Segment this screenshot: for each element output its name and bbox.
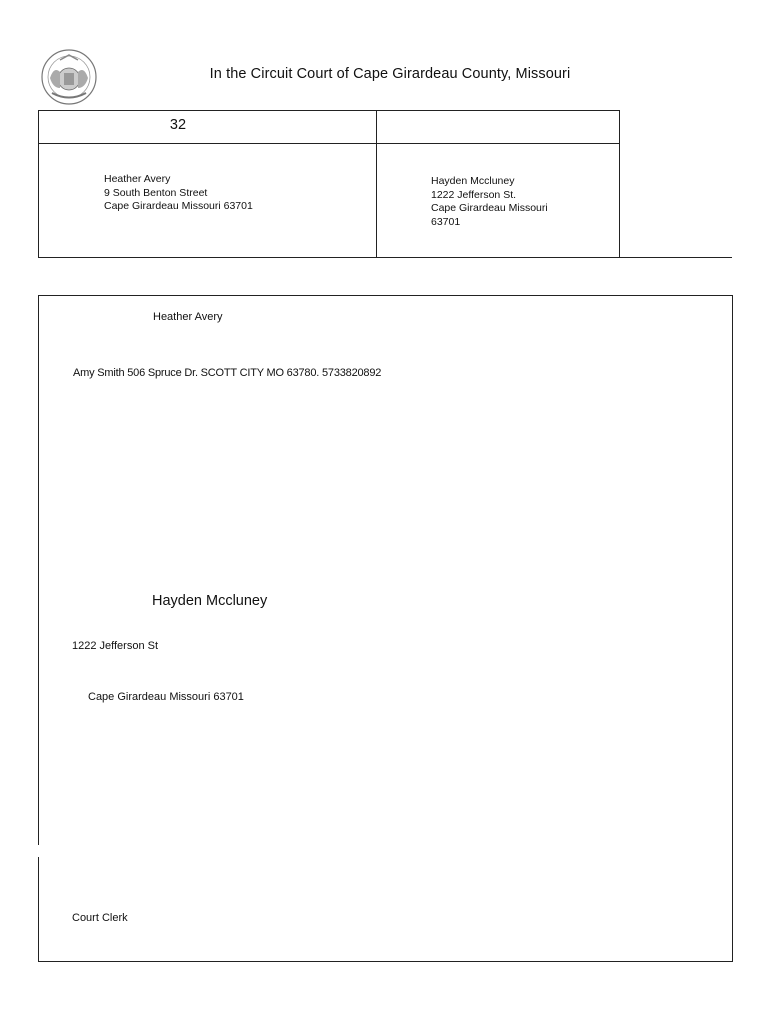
document-body-box xyxy=(38,295,733,962)
respondent-name-body: Hayden Mccluney xyxy=(152,593,268,609)
table-right-border xyxy=(619,110,620,258)
box-right-border xyxy=(732,295,733,962)
respondent-city: Cape Girardeau Missouri xyxy=(431,202,548,214)
table-top-border xyxy=(38,110,620,111)
petitioner-city: Cape Girardeau Missouri 63701 xyxy=(104,200,253,212)
table-row-divider xyxy=(38,143,620,144)
respondent-zip: 63701 xyxy=(431,215,461,228)
box-left-border-upper xyxy=(38,295,39,845)
box-top-border xyxy=(38,295,733,296)
box-bottom-border xyxy=(38,961,733,962)
case-number: 32 xyxy=(169,117,187,133)
respondent-city-body: Cape Girardeau Missouri 63701 xyxy=(88,691,244,703)
respondent-name: Hayden Mccluney xyxy=(431,175,515,187)
contact-line: Amy Smith 506 Spruce Dr. SCOTT CITY MO 63780. 5733820892 xyxy=(73,367,382,379)
petitioner-name-body: Heather Avery xyxy=(153,311,223,323)
respondent-block xyxy=(431,175,581,229)
petitioner-name: Heather Avery xyxy=(104,173,171,185)
court-title: In the Circuit Court of Cape Girardeau County, Missouri xyxy=(209,66,571,82)
box-left-border-lower xyxy=(38,857,39,962)
respondent-street-body: 1222 Jefferson St xyxy=(72,640,159,652)
table-bottom-border xyxy=(38,257,732,258)
petitioner-block xyxy=(104,173,253,214)
respondent-street: 1222 Jefferson St. xyxy=(431,188,517,201)
case-caption-table xyxy=(38,110,732,258)
petitioner-street: 9 South Benton Street xyxy=(104,186,208,199)
court-clerk-label: Court Clerk xyxy=(72,912,128,924)
table-middle-border xyxy=(376,110,377,258)
